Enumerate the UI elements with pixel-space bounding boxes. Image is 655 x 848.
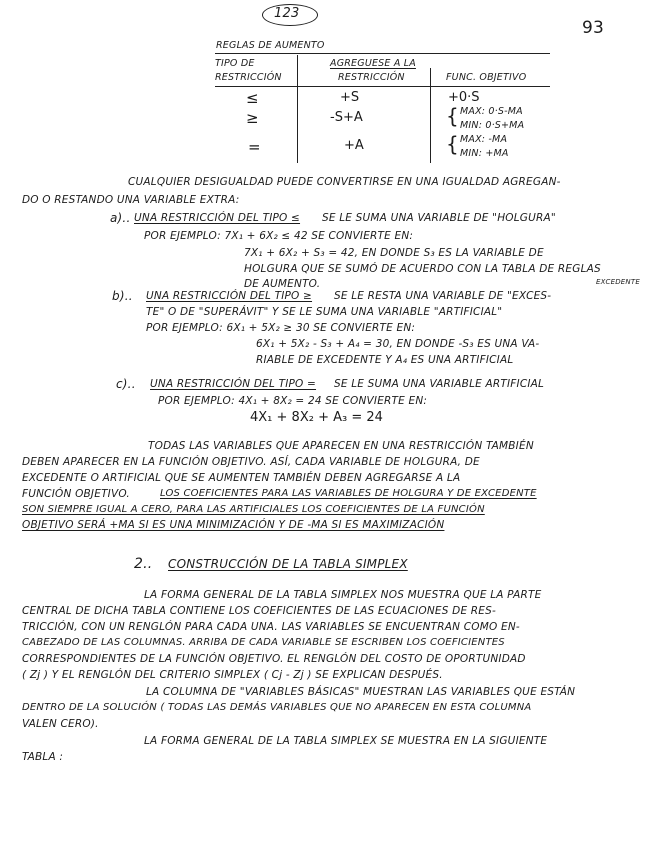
para3-line-1: LA COLUMNA DE "VARIABLES BÁSICAS" MUESTRAN LAS VARIABLES QUE ESTÁN bbox=[146, 686, 576, 698]
item-b-line-2: TE" O DE "SUPERÁVIT" Y SE LE SUMA UNA VARIABLE "ARTIFICIAL" bbox=[146, 306, 503, 318]
circled-page-number: 123 bbox=[274, 6, 300, 21]
table-left-divider bbox=[297, 55, 298, 163]
col-type-header-2: RESTRICCIÓN bbox=[215, 72, 282, 83]
para2-line-6: ( Zj ) Y EL RENGLÓN DEL CRITERIO SIMPLEX ( Cj - Zj ) SE EXPLICAN DESPUÉS. bbox=[22, 669, 443, 681]
row1-objective: +0·S bbox=[448, 90, 480, 105]
row1-restriction: +S bbox=[340, 90, 360, 105]
item-a-title: UNA RESTRICCIÓN DEL TIPO ≤ bbox=[134, 212, 301, 224]
table-title: REGLAS DE AUMENTO bbox=[216, 40, 325, 51]
row3-objective-min: MIN: +MA bbox=[460, 148, 509, 159]
section2-number: 2.. bbox=[134, 556, 153, 572]
page-number: 93 bbox=[582, 18, 605, 38]
para3-line-3: VALEN CERO). bbox=[22, 718, 99, 730]
item-b-title: UNA RESTRICCIÓN DEL TIPO ≥ bbox=[146, 290, 313, 302]
para3-line-2: DENTRO DE LA SOLUCIÓN ( TODAS LAS DEMÁS VARIABLES QUE NO APARECEN EN ESTA COLUMNA bbox=[22, 702, 532, 713]
para2-line-1: LA FORMA GENERAL DE LA TABLA SIMPLEX NOS MUESTRA QUE LA PARTE bbox=[144, 589, 542, 601]
para2-line-5: CORRESPONDIENTES DE LA FUNCIÓN OBJETIVO. EL RENGLÓN DEL COSTO DE OPORTUNIDAD bbox=[22, 653, 526, 665]
item-a-line-4: HOLGURA QUE SE SUMÓ DE ACUERDO CON LA TABLA DE REGLAS bbox=[244, 263, 601, 275]
para1-line-2: DEBEN APARECER EN LA FUNCIÓN OBJETIVO. ASÍ, CADA VARIABLE DE HOLGURA, DE bbox=[22, 456, 480, 468]
row2-type: ≥ bbox=[246, 109, 259, 127]
intro-line-1: CUALQUIER DESIGUALDAD PUEDE CONVERTIRSE EN UNA IGUALDAD AGREGAN- bbox=[128, 176, 561, 188]
table-title-underline bbox=[215, 53, 550, 54]
item-c-line-2: POR EJEMPLO: 4X₁ + 8X₂ = 24 SE CONVIERTE EN: bbox=[158, 395, 428, 407]
para1-line-3: EXCEDENTE O ARTIFICIAL QUE SE AUMENTEN TAMBIÉN DEBEN AGREGARSE A LA bbox=[22, 472, 461, 484]
para1-line-4-underlined: LOS COEFICIENTES PARA LAS VARIABLES DE HOLGURA Y DE EXCEDENTE bbox=[160, 488, 537, 499]
item-c-title: UNA RESTRICCIÓN DEL TIPO = bbox=[150, 378, 317, 390]
intro-line-2: DO O RESTANDO UNA VARIABLE EXTRA: bbox=[22, 194, 240, 206]
item-a-line-3: 7X₁ + 6X₂ + S₃ = 42, EN DONDE S₃ ES LA VARIABLE DE bbox=[244, 247, 544, 259]
para1-line-5: SON SIEMPRE IGUAL A CERO, PARA LAS ARTIFICIALES LOS COEFICIENTES DE LA FUNCIÓN bbox=[22, 504, 485, 515]
col-objective-header: FUNC. OBJETIVO bbox=[446, 72, 527, 83]
row1-type: ≤ bbox=[246, 89, 259, 107]
item-a-line-5: DE AUMENTO. bbox=[244, 278, 321, 290]
row2-objective-min: MIN: 0·S+MA bbox=[460, 120, 525, 131]
item-b-line-5: RIABLE DE EXCEDENTE Y A₄ ES UNA ARTIFICIAL bbox=[256, 354, 514, 366]
para2-line-2: CENTRAL DE DICHA TABLA CONTIENE LOS COEFICIENTES DE LAS ECUACIONES DE RES- bbox=[22, 605, 496, 617]
row2-brace: { bbox=[446, 104, 459, 128]
item-b-annotation: EXCEDENTE bbox=[596, 278, 640, 286]
item-c-line-3: 4X₁ + 8X₂ + A₃ = 24 bbox=[250, 410, 383, 425]
para2-line-3: TRICCIÓN, CON UN RENGLÓN PARA CADA UNA. LAS VARIABLES SE ENCUENTRAN COMO EN- bbox=[22, 621, 520, 633]
item-c-marker: c).. bbox=[116, 377, 136, 391]
para1-line-6: OBJETIVO SERÁ +MA SI ES UNA MINIMIZACIÓN Y DE -MA SI ES MAXIMIZACIÓN bbox=[22, 519, 445, 531]
row3-type: = bbox=[248, 138, 261, 156]
item-b-line-1: SE LE RESTA UNA VARIABLE DE "EXCES- bbox=[334, 290, 552, 302]
row2-objective-max: MAX: 0·S-MA bbox=[460, 106, 523, 117]
para4-line-1: LA FORMA GENERAL DE LA TABLA SIMPLEX SE MUESTRA EN LA SIGUIENTE bbox=[144, 735, 548, 747]
table-header-underline bbox=[215, 86, 550, 87]
group-header: AGREGUESE A LA bbox=[330, 58, 416, 69]
item-b-marker: b).. bbox=[112, 289, 133, 303]
table-middle-divider bbox=[430, 68, 431, 163]
para1-line-1: TODAS LAS VARIABLES QUE APARECEN EN UNA RESTRICCIÓN TAMBIÉN bbox=[148, 440, 534, 452]
row3-objective-max: MAX: -MA bbox=[460, 134, 508, 145]
item-b-line-4: 6X₁ + 5X₂ - S₃ + A₄ = 30, EN DONDE -S₃ ES UNA VA- bbox=[256, 338, 540, 350]
row2-restriction: -S+A bbox=[330, 110, 363, 125]
col-type-header-1: TIPO DE bbox=[215, 58, 255, 69]
item-c-line-1: SE LE SUMA UNA VARIABLE ARTIFICIAL bbox=[334, 378, 545, 390]
item-a-line-1: SE LE SUMA UNA VARIABLE DE "HOLGURA" bbox=[322, 212, 556, 224]
item-a-line-2: POR EJEMPLO: 7X₁ + 6X₂ ≤ 42 SE CONVIERTE EN: bbox=[144, 230, 414, 242]
item-a-marker: a).. bbox=[110, 211, 131, 225]
para2-line-4: CABEZADO DE LAS COLUMNAS. ARRIBA DE CADA VARIABLE SE ESCRIBEN LOS COEFICIENTES bbox=[22, 637, 505, 648]
section2-title: CONSTRUCCIÓN DE LA TABLA SIMPLEX bbox=[168, 557, 408, 571]
para1-line-4-plain: FUNCIÓN OBJETIVO. bbox=[22, 488, 130, 500]
col-restriction-header: RESTRICCIÓN bbox=[338, 72, 405, 83]
row3-restriction: +A bbox=[344, 138, 364, 153]
para4-line-2: TABLA : bbox=[22, 751, 64, 763]
row3-brace: { bbox=[446, 132, 459, 156]
item-b-line-3: POR EJEMPLO: 6X₁ + 5X₂ ≥ 30 SE CONVIERTE EN: bbox=[146, 322, 416, 334]
